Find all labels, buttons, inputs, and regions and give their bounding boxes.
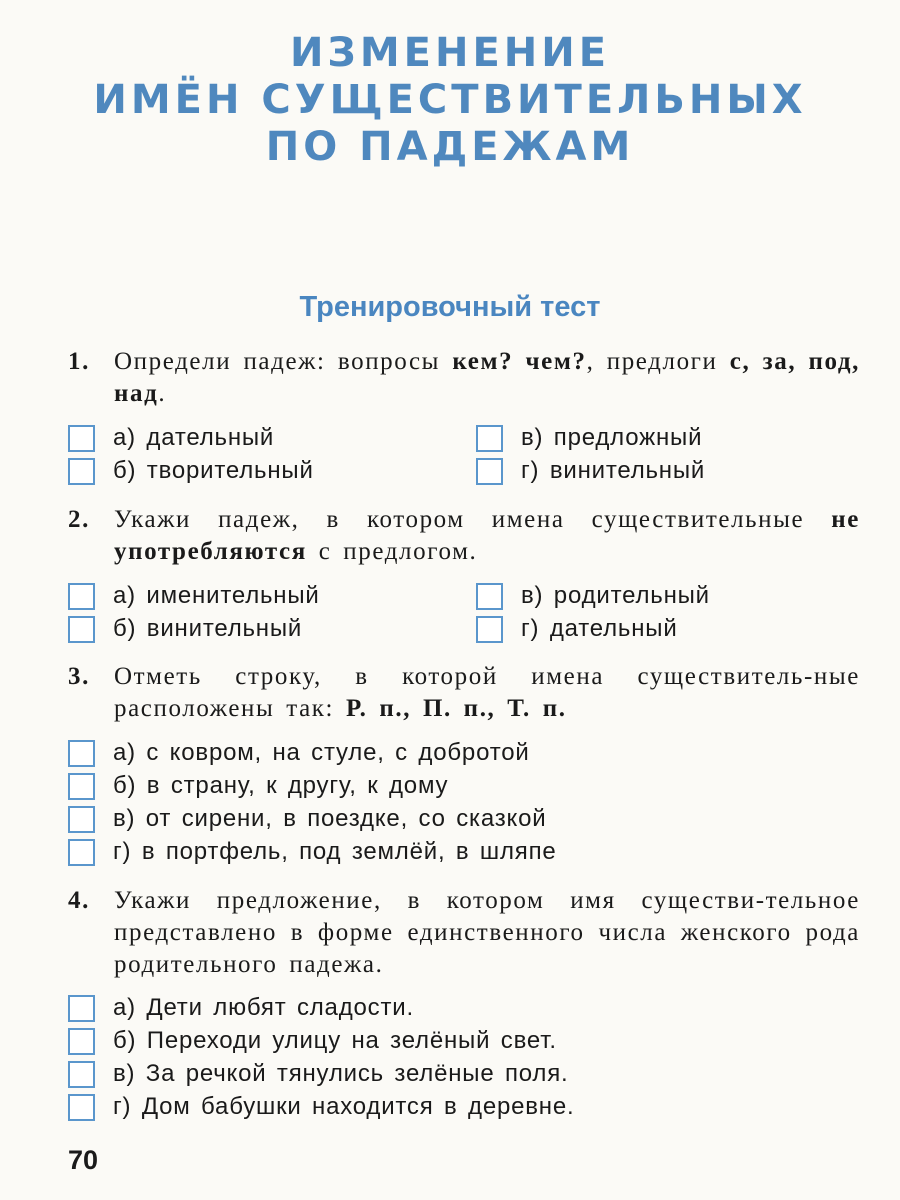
checkbox[interactable] — [68, 995, 95, 1022]
chapter-title-line-3: ПО ПАДЕЖАМ — [265, 124, 635, 170]
chapter-title-line-2: ИМЁН СУЩЕСТВИТЕЛЬНЫХ — [93, 77, 807, 123]
checkbox[interactable] — [68, 458, 95, 485]
question-4 — [68, 885, 860, 981]
checkbox[interactable] — [476, 583, 503, 610]
checkbox[interactable] — [68, 773, 95, 800]
question-number: 4. — [68, 887, 90, 914]
question-text: Укажи предложение, в котором имя существи-тельное представлено в форме единственного числа женского рода родительного падежа. — [114, 887, 860, 978]
checkbox[interactable] — [68, 1094, 95, 1121]
question-3 — [68, 661, 860, 725]
checkbox[interactable] — [68, 616, 95, 643]
section-title: Тренировочный тест — [299, 291, 601, 323]
q4-option-v[interactable]: в) За речкой тянулись зелёные поля. — [68, 1059, 568, 1089]
q2-option-v[interactable]: в) родительный — [476, 581, 710, 611]
q2-option-g[interactable]: г) дательный — [476, 614, 678, 644]
chapter-title-line-1: ИЗМЕНЕНИЕ — [289, 30, 611, 76]
question-text: Отметь строку, в которой имена существитель-ные расположены так: Р. п., П. п., Т. п. — [114, 663, 860, 722]
q4-option-b[interactable]: б) Переходи улицу на зелёный свет. — [68, 1026, 557, 1056]
checkbox[interactable] — [68, 425, 95, 452]
question-number: 3. — [68, 663, 90, 690]
question-number: 2. — [68, 506, 90, 533]
q1-option-v[interactable]: в) предложный — [476, 423, 702, 453]
checkbox[interactable] — [68, 1061, 95, 1088]
q3-option-v[interactable]: в) от сирени, в поездке, со сказкой — [68, 804, 546, 834]
question-number: 1. — [68, 348, 90, 375]
q4-option-g[interactable]: г) Дом бабушки находится в деревне. — [68, 1092, 574, 1122]
q3-option-b[interactable]: б) в страну, к другу, к дому — [68, 771, 448, 801]
chapter-title — [0, 30, 900, 171]
checkbox[interactable] — [68, 839, 95, 866]
question-1 — [68, 346, 860, 410]
checkbox[interactable] — [476, 425, 503, 452]
q2-option-b[interactable]: б) винительный — [68, 614, 302, 644]
q4-option-a[interactable]: а) Дети любят сладости. — [68, 993, 414, 1023]
page-number: 70 — [68, 1145, 99, 1175]
q1-option-g[interactable]: г) винительный — [476, 456, 705, 486]
q3-option-a[interactable]: а) с ковром, на стуле, с добротой — [68, 738, 530, 768]
checkbox[interactable] — [476, 616, 503, 643]
checkbox[interactable] — [68, 806, 95, 833]
question-text: Укажи падеж, в котором имена существительные не употребляются с предлогом. — [114, 506, 860, 565]
q2-option-a[interactable]: а) именительный — [68, 581, 320, 611]
checkbox[interactable] — [68, 740, 95, 767]
question-2 — [68, 504, 860, 568]
q1-option-a[interactable]: а) дательный — [68, 423, 274, 453]
checkbox[interactable] — [476, 458, 503, 485]
q3-option-g[interactable]: г) в портфель, под землёй, в шляпе — [68, 837, 557, 867]
checkbox[interactable] — [68, 583, 95, 610]
question-text: Определи падеж: вопросы кем? чем?, предлоги с, за, под, над. — [114, 348, 860, 407]
q1-option-b[interactable]: б) творительный — [68, 456, 314, 486]
checkbox[interactable] — [68, 1028, 95, 1055]
